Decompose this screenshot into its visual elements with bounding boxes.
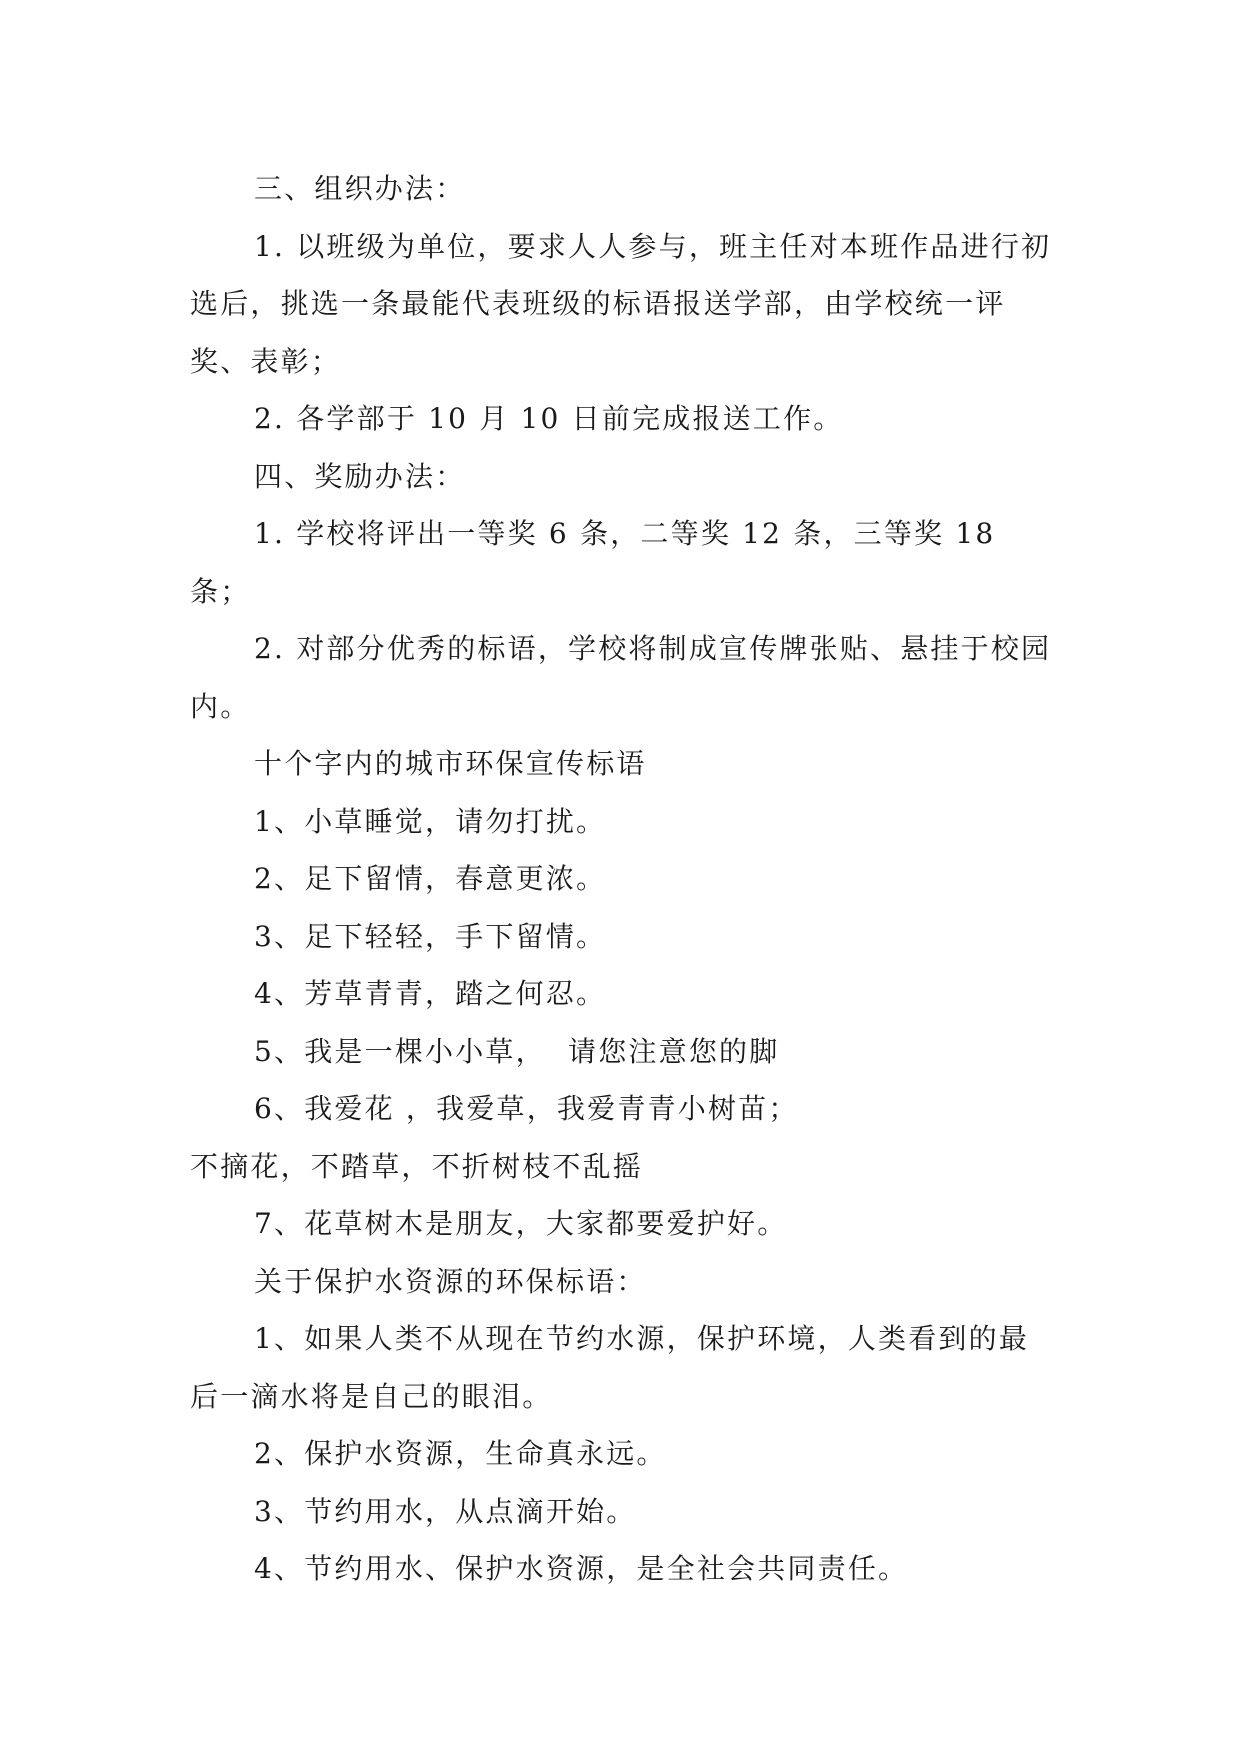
slogan-list-item: 5、我是一棵小小草， 请您注意您的脚	[254, 1034, 780, 1068]
section-heading-rewards: 四、奖励办法：	[254, 459, 466, 493]
slogan-list-item: 4、节约用水、保护水资源，是全社会共同责任。	[254, 1552, 909, 1585]
slogan-list-item: 2、保护水资源，生命真永远。	[254, 1437, 667, 1470]
section-heading-organization: 三、组织办法：	[254, 172, 466, 205]
slogan-list-item: 1、小草睡觉，请勿打扰。	[254, 804, 607, 838]
paragraph: 1. 以班级为单位，要求人人参与，班主任对本班作品进行初选后，挑选一条最能代表班级的标语报送学部，由学校统一评奖、表彰；	[190, 229, 1052, 378]
section-heading-water-slogans: 关于保护水资源的环保标语：	[254, 1264, 647, 1298]
slogan-list-item: 1、如果人类不从现在节约水源，保护环境，人类看到的最后一滴水将是自己的眼泪。	[190, 1322, 1030, 1413]
slogan-list-item: 4、芳草青青，踏之何忍。	[254, 977, 607, 1010]
slogan-continuation: 不摘花，不踏草，不折树枝不乱摇	[190, 1149, 644, 1183]
slogan-list-item: 6、我爱花 ，我爱草，我爱青青小树苗；	[254, 1092, 799, 1125]
paragraph: 1. 学校将评出一等奖 6 条，二等奖 12 条，三等奖 18 条；	[190, 517, 1007, 608]
paragraph: 2. 对部分优秀的标语，学校将制成宣传牌张贴、悬挂于校园内。	[190, 632, 1052, 723]
document-body	[190, 160, 1056, 1598]
slogan-list-item: 7、花草树木是朋友，大家都要爱护好。	[254, 1207, 788, 1240]
section-heading-city-slogans: 十个字内的城市环保宣传标语	[254, 747, 647, 780]
slogan-list-item: 3、节约用水，从点滴开始。	[254, 1494, 637, 1528]
slogan-list-item: 3、足下轻轻，手下留情。	[254, 919, 607, 953]
slogan-list-item: 2、足下留情，春意更浓。	[254, 862, 607, 895]
paragraph: 2. 各学部于 10 月 10 日前完成报送工作。	[254, 402, 844, 435]
